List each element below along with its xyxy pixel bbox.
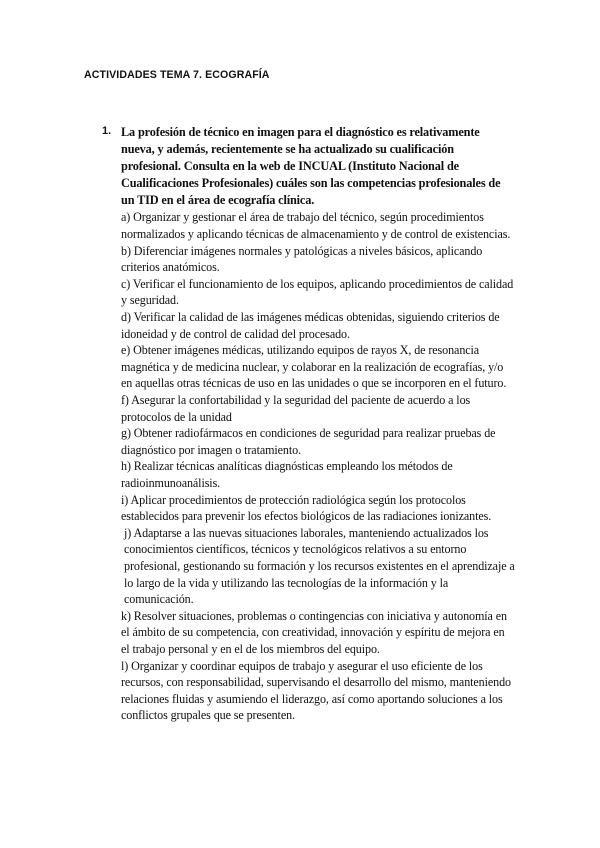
answer-item-k: k) Resolver situaciones, problemas o contingencias con iniciativa y autonomía en el ámbito de su competencia, con creatividad, innovación y espíritu de mejora en el trabajo personal y en el de los miembros del equipo. <box>121 608 507 656</box>
answer-item-d: d) Verificar la calidad de las imágenes médicas obtenidas, siguiendo criterios de idoneidad y de control de calidad del procesado. <box>121 310 500 341</box>
question-number: 1. <box>102 125 112 137</box>
question-text: La profesión de técnico en imagen para el diagnóstico es relativamente nueva, y además, recientemente se ha actualizado su cualificación profesional. Consulta en la web de INCUAL (Instituto Nacional de Cualificaciones Profesionales) cuáles son las competencias profesionales de un TID en el área de ecografía clínica. <box>121 125 501 208</box>
answer-item-f: f) Asegurar la confortabilidad y la seguridad del paciente de acuerdo a los protocolos de la unidad <box>121 393 471 424</box>
answer-item-a: a) Organizar y gestionar el área de trabajo del técnico, según procedimientos normalizados y aplicando técnicas de almacenamiento y de control de existencias. <box>121 210 511 242</box>
answer-list <box>121 209 515 723</box>
answer-item-e: e) Obtener imágenes médicas, utilizando equipos de rayos X, de resonancia magnética y de medicina nuclear, y colaborar en la realización de ecografías, y/o en aquellas otras técnicas de uso en las unidades o que se incorporen en el futuro. <box>121 343 507 391</box>
answer-item-i: i) Aplicar procedimientos de protección radiológica según los protocolos establecidos para prevenir los efectos biológicos de las radiaciones ionizantes. <box>121 492 492 524</box>
answer-item-h: h) Realizar técnicas analíticas diagnósticas empleando los métodos de radioinmunoanálisis. <box>121 459 453 490</box>
question-body <box>121 124 515 724</box>
answer-item-c: c) Verificar el funcionamiento de los equipos, aplicando procedimientos de calidad y seguridad. <box>121 276 514 308</box>
answer-item-j: j) Adaptarse a las nuevas situaciones laborales, manteniendo actualizados los conocimientos científicos, técnicos y tecnológicos relativos a su entorno profesional, gestionando su formación y los recursos existentes en el aprendizaje a lo largo de la vida y utilizando las tecnologías de la información y la comunicación. <box>124 525 515 607</box>
document-title: ACTIVIDADES TEMA 7. ECOGRAFÍA <box>84 69 270 81</box>
answer-item-b: b) Diferenciar imágenes normales y patológicas a niveles básicos, aplicando criterios anatómicos. <box>121 243 483 275</box>
answer-item-l: l) Organizar y coordinar equipos de trabajo y asegurar el uso eficiente de los recursos, con responsabilidad, supervisando el desarrollo del mismo, manteniendo relaciones fluidas y asumiendo el liderazgo, así como aportando soluciones a los conflictos grupales que se presenten. <box>121 658 511 723</box>
answer-item-g: g) Obtener radiofármacos en condiciones de seguridad para realizar pruebas de diagnóstico por imagen o tratamiento. <box>121 426 496 457</box>
